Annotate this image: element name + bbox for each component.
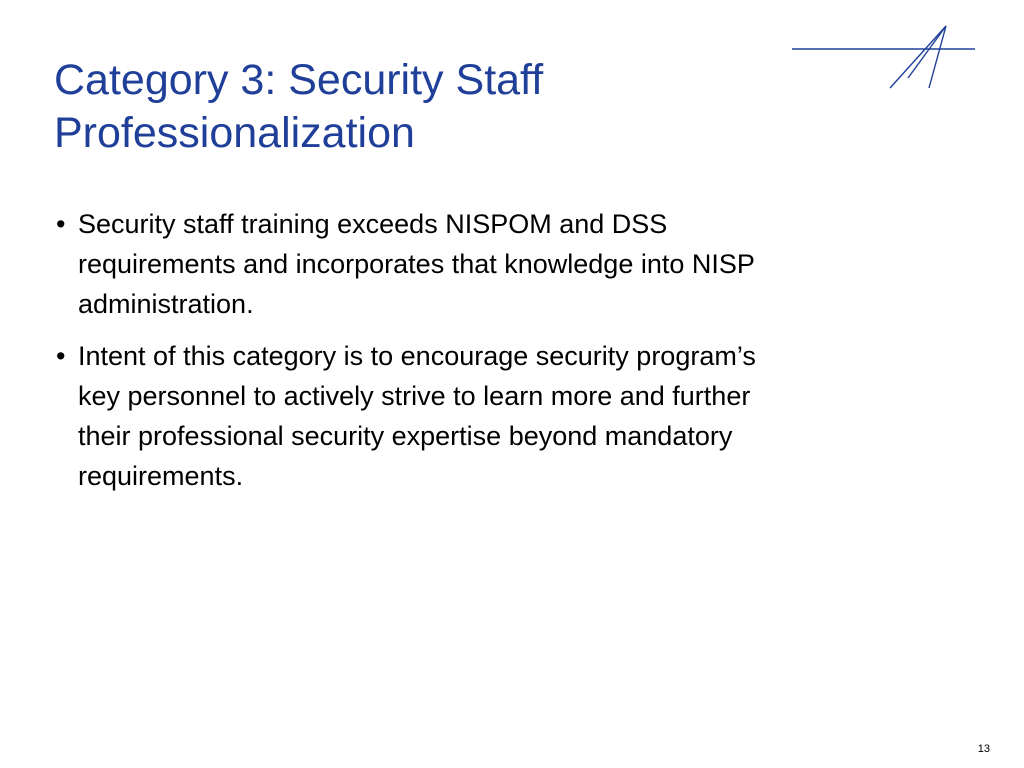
bullet-text-line: administration. [78,289,254,319]
bullet-marker: • [56,209,66,239]
bullet-marker: • [56,341,66,371]
bullet-text-line: requirements and incorporates that knowledge into NISP [78,249,755,279]
bullet-item [54,336,954,496]
bullet-list [54,204,954,508]
bullet-text-line: requirements. [78,461,244,491]
bullet-item [54,204,954,324]
star-logo-icon [790,22,980,94]
page-number: 13 [977,743,990,755]
bullet-text-line: Security staff training exceeds NISPOM and DSS [78,209,668,239]
slide-title [54,54,754,160]
bullet-text-line: their professional security expertise beyond mandatory [78,421,733,451]
bullet-text-line: key personnel to actively strive to learn more and further [78,381,751,411]
slide-title-line: Professionalization [54,109,415,157]
bullet-text-line: Intent of this category is to encourage security program’s [78,341,756,371]
slide-title-line: Category 3: Security Staff [54,56,544,104]
